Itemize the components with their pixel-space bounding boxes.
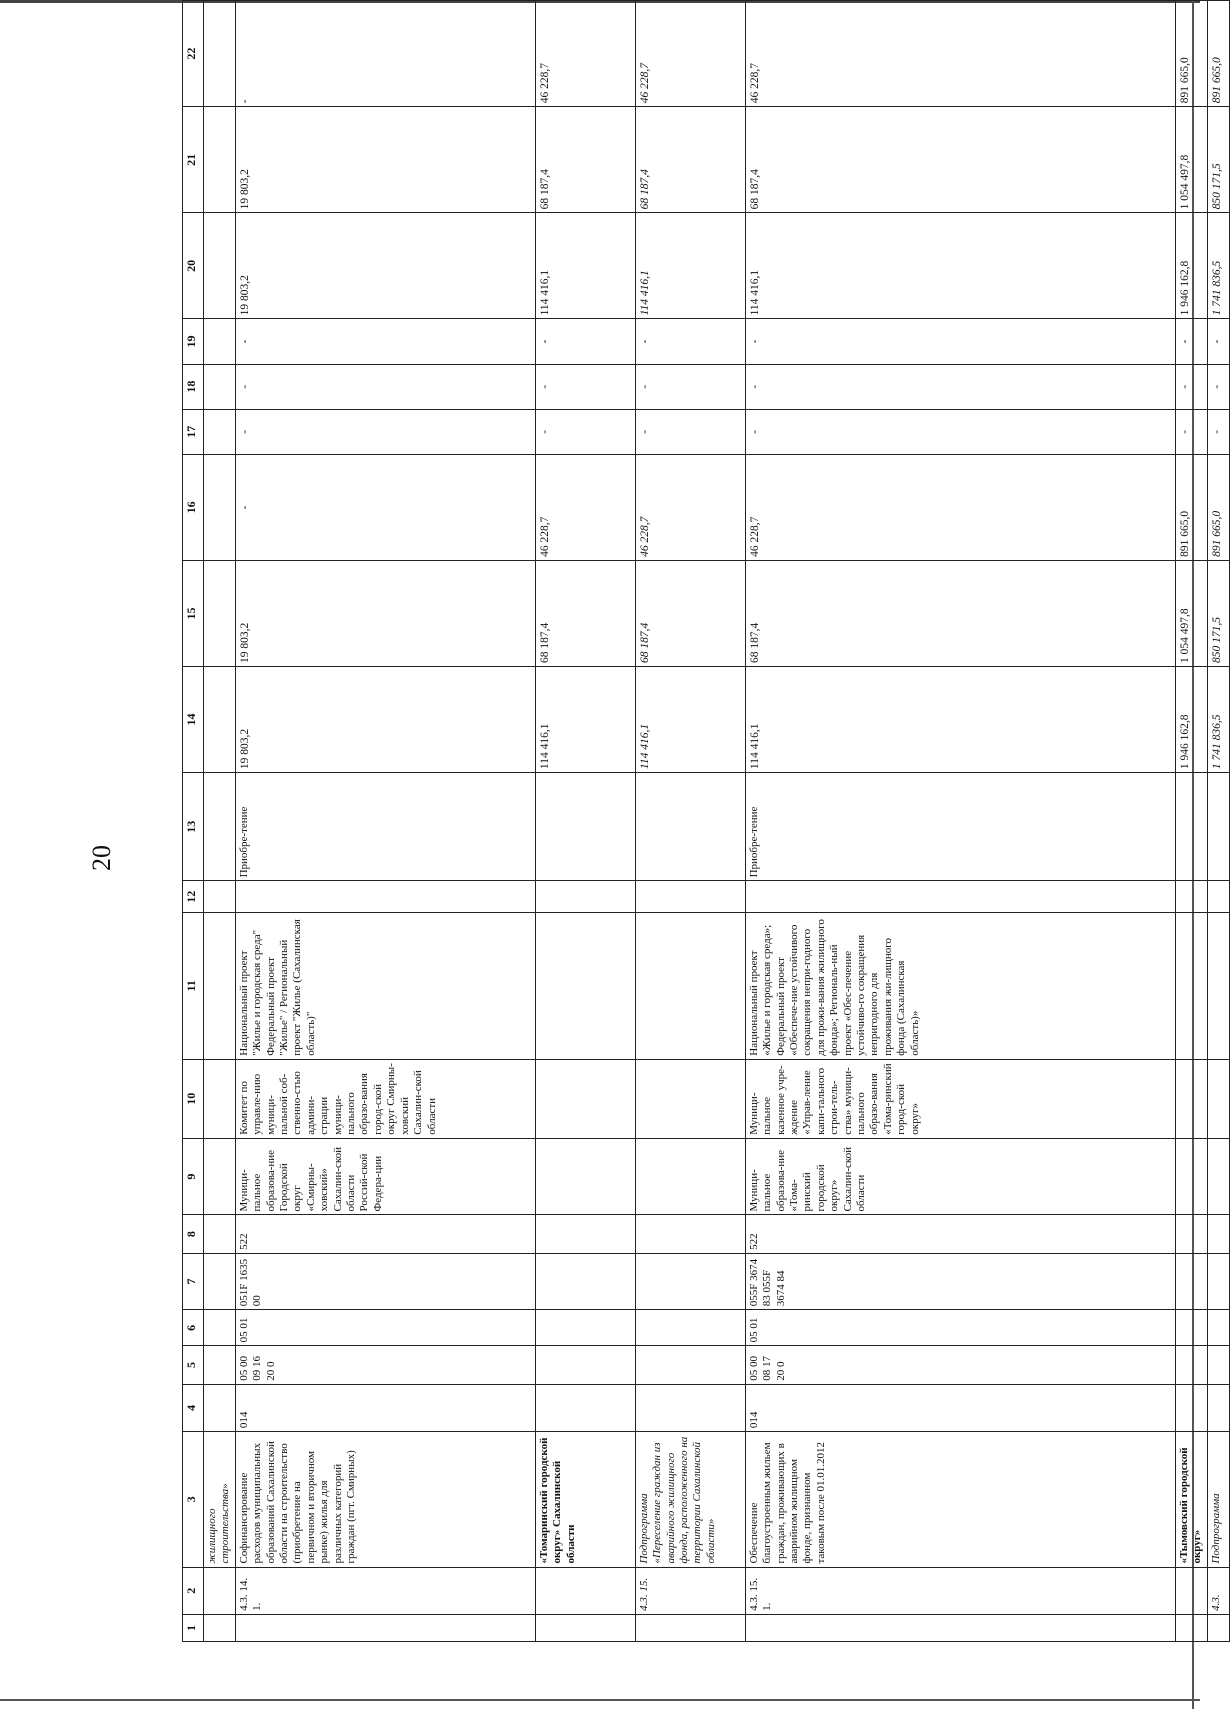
table-cell-col-7: 051F 1635 00 [235, 1253, 535, 1309]
table-cell-col-6 [1207, 1310, 1229, 1346]
table-cell-col-3: жилищного строительства» [204, 1432, 236, 1567]
table-cell-col-16: 46 228,7 [535, 454, 635, 560]
table-cell-col-13 [1175, 773, 1207, 881]
header-cell: 16 [183, 454, 204, 560]
header-cell: 5 [183, 1346, 204, 1384]
table-cell-col-8: 522 [235, 1215, 535, 1253]
budget-table-rotated [182, 0, 1223, 1642]
header-cell: 21 [183, 107, 204, 213]
table-cell-col-10 [1175, 1059, 1207, 1138]
table-cell-col-5 [204, 1346, 236, 1384]
table-cell-col-10 [535, 1059, 635, 1138]
header-cell: 18 [183, 364, 204, 409]
table-cell-col-21: 19 803,2 [235, 107, 535, 213]
table-cell-col-17 [204, 409, 236, 454]
table-cell-col-11 [204, 913, 236, 1060]
table-cell-col-1 [204, 1614, 236, 1641]
header-cell: 17 [183, 409, 204, 454]
table-cell-col-10: Комитет по управле-нию муници-пальной соб-ственно-стью админи-страции муници-пального образо-вания город-ской округ Смирны-ховский Сахалин-ской области [235, 1059, 535, 1138]
table-cell-col-13 [535, 773, 635, 881]
table-cell-col-14: 1 741 836,5 [1207, 667, 1229, 773]
table-cell-col-22: 46 228,7 [745, 1, 1175, 107]
table-cell-col-22: 46 228,7 [635, 1, 745, 107]
table-cell-col-21: 850 171,5 [1207, 107, 1229, 213]
table-cell-col-15: 68 187,4 [635, 560, 745, 666]
table-cell-col-2 [1175, 1567, 1207, 1614]
table-cell-col-17: - [235, 409, 535, 454]
table-cell-col-6: 05 01 [745, 1310, 1175, 1346]
table-cell-col-10 [204, 1059, 236, 1138]
table-cell-col-3: Подпрограмма «Переселение граждан из аварийного жилищного фонда, расположенного на территории Сахалинской области» [635, 1432, 745, 1567]
table-cell-col-19 [204, 319, 236, 364]
table-cell-col-13 [204, 773, 236, 881]
table-cell-col-22: 46 228,7 [535, 1, 635, 107]
scan-edge-bottom [0, 1699, 1200, 1701]
table-cell-col-18: - [745, 364, 1175, 409]
table-cell-col-12 [1207, 881, 1229, 913]
table-cell-col-1 [535, 1614, 635, 1641]
header-cell: 1 [183, 1614, 204, 1641]
table-row [1175, 1, 1207, 1642]
table-cell-col-4 [1207, 1384, 1229, 1431]
table-cell-col-19: - [1175, 319, 1207, 364]
table-cell-col-17: - [1207, 409, 1229, 454]
header-cell: 2 [183, 1567, 204, 1614]
table-cell-col-14: 114 416,1 [635, 667, 745, 773]
header-cell: 9 [183, 1138, 204, 1215]
header-cell: 14 [183, 667, 204, 773]
table-cell-col-7 [1175, 1253, 1207, 1309]
table-row [204, 1, 236, 1642]
table-cell-col-14 [204, 667, 236, 773]
table-row [535, 1, 635, 1642]
table-cell-col-18: - [1207, 364, 1229, 409]
table-cell-col-17: - [745, 409, 1175, 454]
table-cell-col-2 [535, 1567, 635, 1614]
table-cell-col-22: 891 665,0 [1175, 1, 1207, 107]
table-cell-col-18: - [235, 364, 535, 409]
table-cell-col-16: 891 665,0 [1207, 454, 1229, 560]
table-cell-col-1 [745, 1614, 1175, 1641]
table-cell-col-10 [635, 1059, 745, 1138]
table-cell-col-19: - [535, 319, 635, 364]
table-cell-col-7 [535, 1253, 635, 1309]
table-cell-col-10 [1207, 1059, 1229, 1138]
header-cell: 10 [183, 1059, 204, 1138]
table-cell-col-11 [1207, 913, 1229, 1060]
table-cell-col-7: 055F 3674 83 055F 3674 84 [745, 1253, 1175, 1309]
table-cell-col-15: 19 803,2 [235, 560, 535, 666]
header-cell: 19 [183, 319, 204, 364]
table-cell-col-8 [1175, 1215, 1207, 1253]
table-cell-col-3: Обеспечение благоустроенным жильем граждан, проживающих в аварийном жилищном фонде, признанном таковым после 01.01.2012 [745, 1432, 1175, 1567]
table-cell-col-15: 68 187,4 [745, 560, 1175, 666]
table-cell-col-12 [235, 881, 535, 913]
table-cell-col-8 [535, 1215, 635, 1253]
table-row [635, 1, 745, 1642]
header-cell: 15 [183, 560, 204, 666]
table-cell-col-21 [204, 107, 236, 213]
header-row [183, 1, 204, 1642]
table-cell-col-13: Приобре-тение [235, 773, 535, 881]
table-cell-col-13 [635, 773, 745, 881]
table-cell-col-1 [1175, 1614, 1207, 1641]
table-cell-col-21: 1 054 497,8 [1175, 107, 1207, 213]
table-cell-col-11 [1175, 913, 1207, 1060]
table-cell-col-13 [1207, 773, 1229, 881]
table-cell-col-9 [535, 1138, 635, 1215]
budget-table [182, 0, 1230, 1642]
table-cell-col-21: 68 187,4 [745, 107, 1175, 213]
table-cell-col-21: 68 187,4 [635, 107, 745, 213]
table-cell-col-11: Национальный проект «Жилье и городская среда»; Федеральный проект «Обеспече-ние устойчивого сокращения непри-годного для прожи-вания жилищного фонда»; Региональ-ный проект «Обес-печение устойчиво-го сокращения непригодного для проживания жи-лищного фонда (Сахалинская область)» [745, 913, 1175, 1060]
table-cell-col-6: 05 01 [235, 1310, 535, 1346]
table-cell-col-4 [204, 1384, 236, 1431]
table-cell-col-22: 891 665,0 [1207, 1, 1229, 107]
table-cell-col-2 [204, 1567, 236, 1614]
table-cell-col-20: 19 803,2 [235, 213, 535, 319]
table-cell-col-20: 114 416,1 [745, 213, 1175, 319]
header-cell: 12 [183, 881, 204, 913]
table-cell-col-8 [1207, 1215, 1229, 1253]
table-cell-col-7 [204, 1253, 236, 1309]
table-cell-col-3: «Тымовский городской округ» [1175, 1432, 1207, 1567]
table-cell-col-7 [635, 1253, 745, 1309]
table-cell-col-11: Национальный проект "Жилье и городская среда" Федеральный проект "Жилье" / Региональный проект "Жилье (Сахалинская область)" [235, 913, 535, 1060]
table-cell-col-15 [204, 560, 236, 666]
header-cell: 20 [183, 213, 204, 319]
table-cell-col-3: «Томаринский городской округ» Сахалинской области [535, 1432, 635, 1567]
table-cell-col-12 [745, 881, 1175, 913]
table-cell-col-4 [1175, 1384, 1207, 1431]
table-cell-col-9 [204, 1138, 236, 1215]
table-row [1207, 1, 1229, 1642]
table-cell-col-5 [635, 1346, 745, 1384]
table-cell-col-16 [204, 454, 236, 560]
table-cell-col-1 [1207, 1614, 1229, 1641]
header-cell: 22 [183, 1, 204, 107]
table-cell-col-14: 19 803,2 [235, 667, 535, 773]
table-cell-col-16: 891 665,0 [1175, 454, 1207, 560]
table-cell-col-19: - [235, 319, 535, 364]
table-cell-col-17: - [1175, 409, 1207, 454]
table-cell-col-15: 68 187,4 [535, 560, 635, 666]
table-cell-col-6 [635, 1310, 745, 1346]
table-cell-col-4: 014 [745, 1384, 1175, 1431]
table-cell-col-3: Софинансирование расходов муниципальных образований Сахалинской области на строительство (приобретение на первичном и вторичном рынке) жилья для различных категорий граждан (пгт. Смирных) [235, 1432, 535, 1567]
table-cell-col-11 [535, 913, 635, 1060]
header-cell: 8 [183, 1215, 204, 1253]
table-cell-col-8 [635, 1215, 745, 1253]
table-cell-col-4 [535, 1384, 635, 1431]
table-cell-col-2: 4.3. 15. [635, 1567, 745, 1614]
table-cell-col-18 [204, 364, 236, 409]
table-cell-col-12 [535, 881, 635, 913]
table-cell-col-22 [204, 1, 236, 107]
table-cell-col-9 [1207, 1138, 1229, 1215]
table-cell-col-6 [535, 1310, 635, 1346]
table-cell-col-22: - [235, 1, 535, 107]
table-cell-col-20: 1 946 162,8 [1175, 213, 1207, 319]
table-cell-col-9 [635, 1138, 745, 1215]
header-cell: 4 [183, 1384, 204, 1431]
table-cell-col-21: 68 187,4 [535, 107, 635, 213]
table-cell-col-12 [1175, 881, 1207, 913]
table-cell-col-17: - [635, 409, 745, 454]
table-cell-col-14: 114 416,1 [745, 667, 1175, 773]
table-cell-col-9: Муници-пальное образова-ние «Тома-ринский городской округ» Сахалин-ской области [745, 1138, 1175, 1215]
table-cell-col-19: - [635, 319, 745, 364]
table-cell-col-2: 4.3. 15. 1. [745, 1567, 1175, 1614]
table-cell-col-5 [1207, 1346, 1229, 1384]
table-cell-col-18: - [635, 364, 745, 409]
table-cell-col-19: - [745, 319, 1175, 364]
table-cell-col-5 [1175, 1346, 1207, 1384]
table-cell-col-18: - [535, 364, 635, 409]
header-cell: 3 [183, 1432, 204, 1567]
table-cell-col-20: 114 416,1 [535, 213, 635, 319]
table-cell-col-15: 1 054 497,8 [1175, 560, 1207, 666]
table-cell-col-14: 1 946 162,8 [1175, 667, 1207, 773]
table-cell-col-2: 4.3. [1207, 1567, 1229, 1614]
table-cell-col-10: Муници-пальное казенное учре-ждение «Управ-ление капи-тального строи-тель-ства» муници-пального образо-вания «Тома-ринский город-ской округ» [745, 1059, 1175, 1138]
table-cell-col-3: Подпрограмма [1207, 1432, 1229, 1567]
table-cell-col-2: 4.3. 14. 1. [235, 1567, 535, 1614]
header-cell: 7 [183, 1253, 204, 1309]
table-cell-col-16: - [235, 454, 535, 560]
table-cell-col-5 [535, 1346, 635, 1384]
table-cell-col-20: 1 741 836,5 [1207, 213, 1229, 319]
table-cell-col-16: 46 228,7 [635, 454, 745, 560]
table-cell-col-6 [1175, 1310, 1207, 1346]
header-cell: 13 [183, 773, 204, 881]
table-cell-col-9 [1175, 1138, 1207, 1215]
table-cell-col-6 [204, 1310, 236, 1346]
table-cell-col-7 [1207, 1253, 1229, 1309]
table-cell-col-20 [204, 213, 236, 319]
header-cell: 11 [183, 913, 204, 1060]
table-cell-col-4: 014 [235, 1384, 535, 1431]
table-cell-col-18: - [1175, 364, 1207, 409]
table-cell-col-4 [635, 1384, 745, 1431]
table-cell-col-17: - [535, 409, 635, 454]
table-cell-col-1 [635, 1614, 745, 1641]
table-cell-col-15: 850 171,5 [1207, 560, 1229, 666]
table-row [235, 1, 535, 1642]
table-cell-col-16: 46 228,7 [745, 454, 1175, 560]
table-cell-col-9: Муници-пальное образова-ние Городской округ «Смирны-ховский» Сахалин-ской области Россий-ской Федера-ции [235, 1138, 535, 1215]
table-cell-col-19: - [1207, 319, 1229, 364]
table-cell-col-13: Приобре-тение [745, 773, 1175, 881]
table-cell-col-5: 05 00 09 16 20 0 [235, 1346, 535, 1384]
table-cell-col-12 [635, 881, 745, 913]
header-cell: 6 [183, 1310, 204, 1346]
table-cell-col-11 [635, 913, 745, 1060]
table-cell-col-8 [204, 1215, 236, 1253]
table-row [745, 1, 1175, 1642]
table-cell-col-12 [204, 881, 236, 913]
table-cell-col-8: 522 [745, 1215, 1175, 1253]
page-number: 20 [87, 845, 116, 871]
table-cell-col-14: 114 416,1 [535, 667, 635, 773]
table-cell-col-1 [235, 1614, 535, 1641]
table-cell-col-20: 114 416,1 [635, 213, 745, 319]
table-cell-col-5: 05 00 08 17 20 0 [745, 1346, 1175, 1384]
